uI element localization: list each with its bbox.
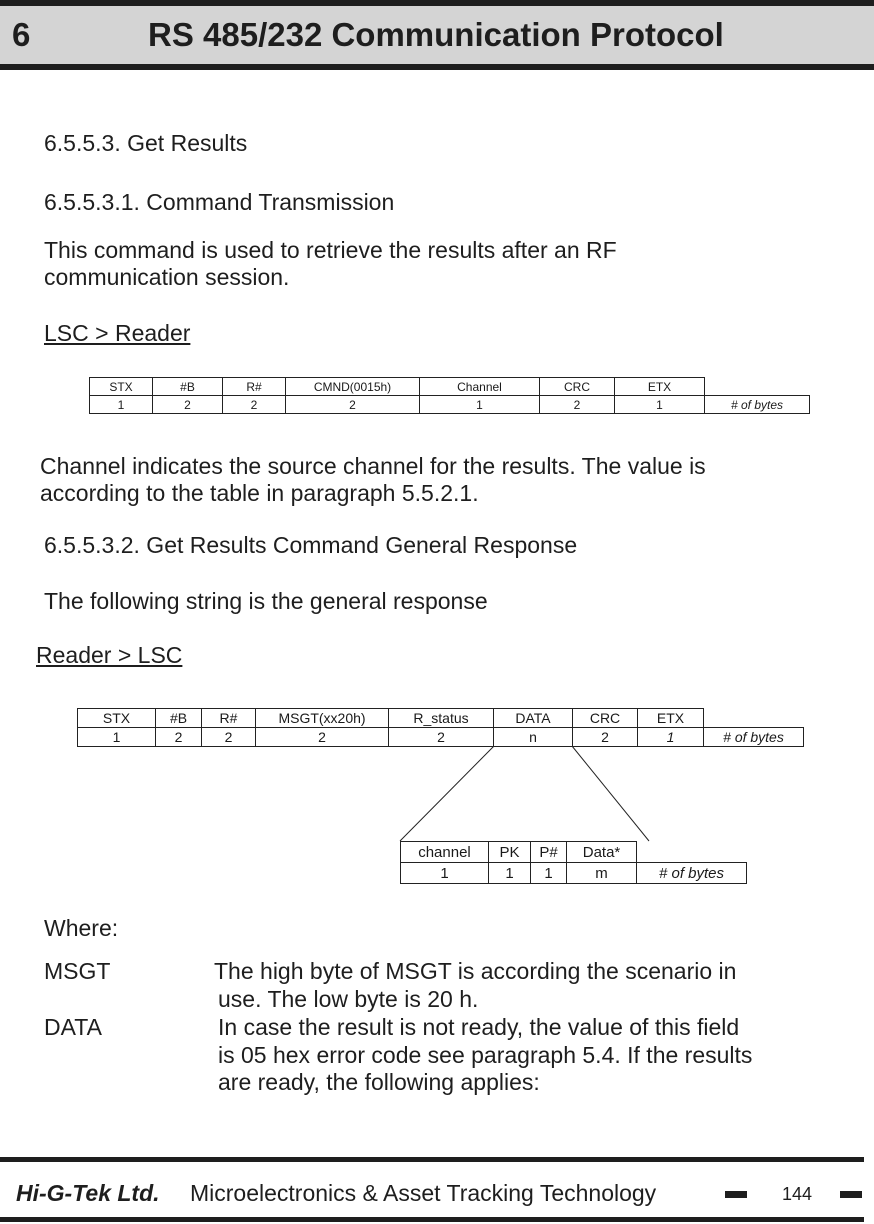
channel-note-line-2: according to the table in paragraph 5.5.2.1. <box>40 480 479 506</box>
table-row <box>78 728 804 747</box>
footer-tagline: Microelectronics & Asset Tracking Technology <box>190 1180 657 1206</box>
table-row <box>401 842 747 863</box>
bytes-label-cell: # of bytes <box>637 863 747 884</box>
header-cell: PK <box>489 842 531 863</box>
value-cell: 2 <box>256 728 389 747</box>
header-cell: R# <box>202 709 256 728</box>
response-packet-table <box>77 708 804 747</box>
header-cell: STX <box>90 378 153 396</box>
header-cell: MSGT(xx20h) <box>256 709 389 728</box>
header-cell: ETX <box>638 709 704 728</box>
header-cell: channel <box>401 842 489 863</box>
value-cell: 2 <box>202 728 256 747</box>
page-number: 144 <box>782 1184 813 1204</box>
response-intro: The following string is the general response <box>44 588 488 614</box>
chapter-title: RS 485/232 Communication Protocol <box>148 16 724 53</box>
command-packet-table <box>89 377 810 414</box>
header-cell: STX <box>78 709 156 728</box>
header-cell: ETX <box>615 378 705 396</box>
value-cell: 2 <box>156 728 202 747</box>
data-definition-line-2: is 05 hex error code see paragraph 5.4. If the results <box>218 1042 753 1068</box>
value-cell: 1 <box>90 396 153 414</box>
bytes-label-cell: # of bytes <box>705 396 810 414</box>
value-cell: 1 <box>638 728 704 747</box>
header-cell: CMND(0015h) <box>286 378 420 396</box>
value-cell: 1 <box>489 863 531 884</box>
description-line-2: communication session. <box>44 264 290 290</box>
header-cell: #B <box>153 378 223 396</box>
msgt-definition-line-2: use. The low byte is 20 h. <box>218 986 479 1012</box>
header-cell: #B <box>156 709 202 728</box>
value-cell: 1 <box>615 396 705 414</box>
bytes-label-cell: # of bytes <box>704 728 804 747</box>
header-cell: Data* <box>567 842 637 863</box>
value-cell: 2 <box>389 728 494 747</box>
footer-top-rule <box>0 1157 864 1162</box>
footer-dash-right <box>840 1191 862 1198</box>
value-cell: 2 <box>573 728 638 747</box>
value-cell: 1 <box>401 863 489 884</box>
data-definition-line-1: In case the result is not ready, the value of this field <box>218 1014 740 1040</box>
header-bottom-rule <box>0 64 874 70</box>
subsection-heading-response: 6.5.5.3.2. Get Results Command General Response <box>44 532 578 558</box>
footer-company-name: Hi-G-Tek Ltd. <box>16 1180 160 1206</box>
channel-note-line-1: Channel indicates the source channel for the results. The value is <box>40 453 706 479</box>
data-field-table <box>400 841 747 884</box>
value-cell: 1 <box>531 863 567 884</box>
direction-reader-to-lsc: Reader > LSC <box>36 642 183 668</box>
header-cell: CRC <box>540 378 615 396</box>
value-cell: n <box>494 728 573 747</box>
header-cell: DATA <box>494 709 573 728</box>
msgt-definition-line-1: The high byte of MSGT is according the scenario in <box>214 958 737 984</box>
expansion-line-right <box>572 746 649 841</box>
value-cell: m <box>567 863 637 884</box>
value-cell: 1 <box>420 396 540 414</box>
table-row <box>401 863 747 884</box>
section-heading: 6.5.5.3. Get Results <box>44 130 248 156</box>
header-cell: R_status <box>389 709 494 728</box>
footer-bottom-rule <box>0 1217 864 1222</box>
footer-dash-left <box>725 1191 747 1198</box>
value-cell: 1 <box>78 728 156 747</box>
msgt-term: MSGT <box>44 958 111 984</box>
header-cell: Channel <box>420 378 540 396</box>
table-row <box>90 396 810 414</box>
empty-cell <box>704 709 804 728</box>
header-cell: CRC <box>573 709 638 728</box>
where-label: Where: <box>44 915 119 941</box>
empty-cell <box>637 842 747 863</box>
value-cell: 2 <box>223 396 286 414</box>
chapter-number: 6 <box>12 16 31 53</box>
table-row <box>78 709 804 728</box>
header-cell: R# <box>223 378 286 396</box>
header-cell: P# <box>531 842 567 863</box>
data-term: DATA <box>44 1014 102 1040</box>
value-cell: 2 <box>286 396 420 414</box>
expansion-line-left <box>400 746 494 841</box>
data-definition-line-3: are ready, the following applies: <box>218 1069 540 1095</box>
description-line-1: This command is used to retrieve the results after an RF <box>44 237 617 263</box>
table-row <box>90 378 810 396</box>
value-cell: 2 <box>153 396 223 414</box>
empty-cell <box>705 378 810 396</box>
value-cell: 2 <box>540 396 615 414</box>
direction-lsc-to-reader: LSC > Reader <box>44 320 191 346</box>
subsection-heading-command: 6.5.5.3.1. Command Transmission <box>44 189 395 215</box>
